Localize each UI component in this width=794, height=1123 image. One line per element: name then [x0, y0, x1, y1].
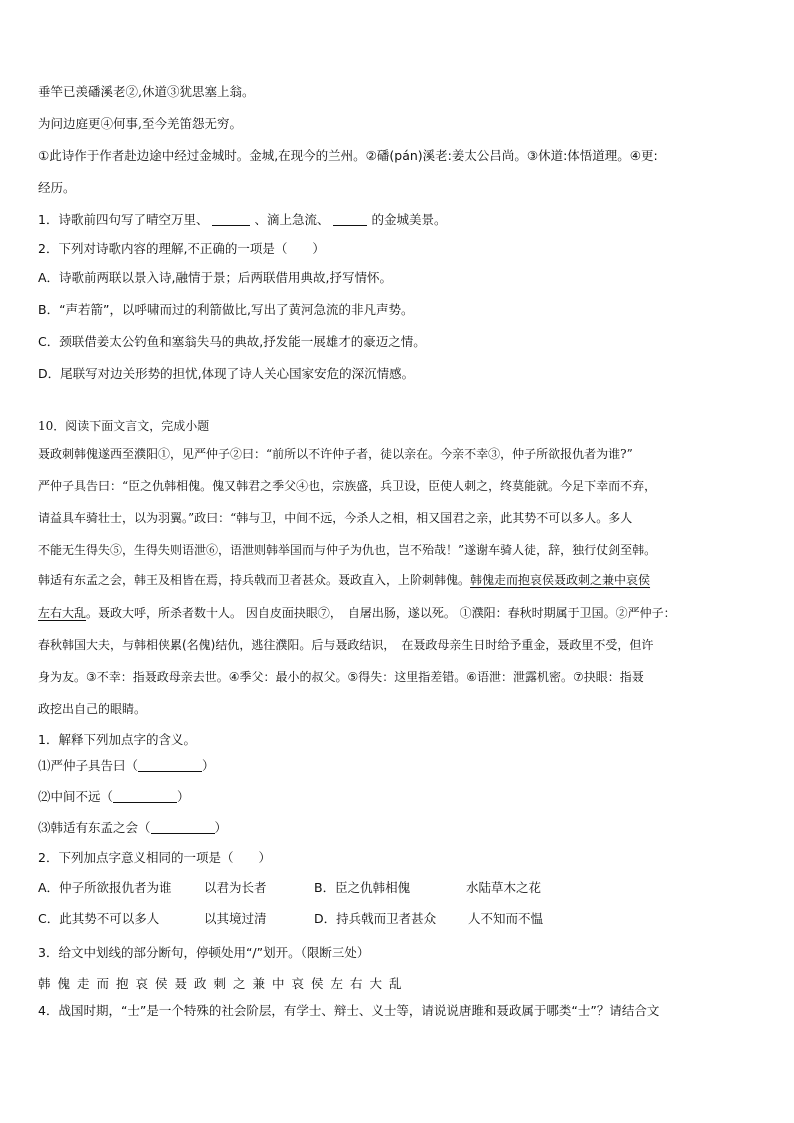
underlined-passage-end: 左右大乱 — [38, 606, 87, 620]
option-b-second: 水陆草木之花 — [466, 880, 542, 895]
q10-sub-3: 3．给文中划线的部分断句，停顿处用“/”划开。（限断三处） — [38, 945, 370, 960]
option-c-second: 以其境过清 — [204, 911, 267, 926]
close-paren: ） — [177, 789, 190, 804]
q9-option-d: D．尾联写对边关形势的担忧,体现了诗人关心国家安危的深沉情感。 — [38, 366, 415, 381]
item-1-label: ⑴严仲子具告曰（ — [38, 758, 139, 773]
q9-item-2: 2．下列对诗歌内容的理解,不正确的一项是（ ） — [38, 241, 325, 256]
answer-blank[interactable] — [113, 790, 177, 803]
q10-sub-1-item-3 — [38, 820, 766, 836]
passage-line-3: 请益具车骑壮士，以为羽翼。”政曰：“韩与卫，中间不远，今杀人之相，相又国君之亲，此其势不可以多人。多人 — [38, 511, 633, 525]
poem-note-1: ①此诗作于作者赴边途中经过金城时。金城,在现今的兰州。②磻(pán)溪老:姜太公吕尚。③休道:体悟道理。④更: — [38, 148, 658, 163]
passage-line-6 — [38, 605, 766, 621]
answer-blank[interactable] — [333, 213, 367, 226]
passage-line-1: 聂政刺韩傀遂西至濮阳①，见严仲子②曰：“前所以不许仲子者，徒以亲在。今亲不幸③，仲子所欲报仇者为谁?” — [38, 447, 633, 461]
q10-sub-4: 4．战国时期，“士”是一个特殊的社会阶层，有学士、辩士、义士等，请说说唐雎和聂政属于哪类“士”？请结合文 — [38, 1003, 660, 1018]
passage-line-5-text: 韩适有东孟之会，韩王及相皆在焉，持兵戟而卫者甚众。聂政直入，上阶刺韩傀。 — [38, 573, 471, 587]
q10-note-2: 身为友。③不幸：指聂政母亲去世。④季父：最小的叔父。⑤得失：这里指差错。⑥语泄：泄露机密。⑦抉眼：指聂 — [38, 670, 644, 684]
q10-note-1: 春秋韩国大夫，与韩相侠累(名傀)结仇，逃往濮阳。后与聂政结识， 在聂政母亲生日时给予重金，聂政里不受，但许 — [38, 638, 654, 652]
option-a-second: 以君为长者 — [204, 880, 267, 895]
q9-item-1-text-b: 、滴上急流、 — [254, 212, 330, 227]
q10-sub-3-text: 韩傀走而抱哀侯聂政刺之兼中哀侯左右大乱 — [38, 976, 409, 991]
q9-item-1-text-c: 的金城美景。 — [371, 212, 447, 227]
q10-sub-1: 1．解释下列加点字的含义。 — [38, 732, 196, 747]
passage-line-2: 严仲子具告曰：“臣之仇韩相傀。傀又韩君之季父④也，宗族盛，兵卫设，臣使人刺之，终莫能就。今足下幸而不弃， — [38, 479, 657, 493]
poem-line-2: 为问边庭更④何事,至今羌笛怨无穷。 — [38, 116, 242, 131]
q10-heading: 10．阅读下面文言文，完成小题 — [38, 419, 210, 433]
q9-item-1 — [38, 212, 766, 228]
underlined-passage: 韩傀走而抱哀侯聂政刺之兼中哀侯 — [470, 573, 651, 587]
item-3-label: ⑶韩适有东孟之会（ — [38, 820, 151, 835]
q9-option-a: A．诗歌前两联以景入诗,融情于景；后两联借用典故,抒写情怀。 — [38, 270, 392, 285]
answer-blank[interactable] — [138, 759, 202, 772]
option-a-first: A．仲子所欲报仇者为谁 — [38, 880, 172, 895]
passage-line-5 — [38, 572, 766, 588]
item-2-label: ⑵中间不远（ — [38, 789, 114, 804]
option-d-first: D．持兵戟而卫者甚众 — [314, 911, 437, 926]
close-paren: ） — [202, 758, 215, 773]
answer-blank[interactable] — [212, 213, 250, 226]
q10-sub-2: 2．下列加点字意义相同的一项是（ ） — [38, 850, 271, 865]
q9-option-c: C．颈联借姜太公钓鱼和塞翁失马的典故,抒发能一展雄才的豪迈之情。 — [38, 334, 426, 349]
q10-sub-1-item-1 — [38, 758, 766, 774]
q10-sub-1-item-2 — [38, 789, 766, 805]
close-paren: ） — [214, 820, 228, 835]
option-d-second: 人不知而不愠 — [468, 911, 544, 926]
q9-item-1-text-a: 1．诗歌前四句写了晴空万里、 — [38, 212, 209, 227]
passage-line-6-text: 。聂政大呼，所杀者数十人。 因自皮面抉眼⑦， 自屠出肠，遂以死。 ①濮阳：春秋时期属于卫国。②严仲子： — [86, 606, 676, 620]
option-c-first: C．此其势不可以多人 — [38, 911, 160, 926]
q9-option-b: B．“声若箭”，以呼啸而过的利箭做比,写出了黄河急流的非凡声势。 — [38, 302, 414, 317]
option-b-first: B．臣之仇韩相傀 — [314, 880, 411, 895]
answer-blank[interactable] — [151, 821, 215, 834]
q10-note-3: 政挖出自己的眼睛。 — [38, 702, 147, 716]
passage-line-4: 不能无生得失⑤，生得失则语泄⑥，语泄则韩举国而与仲子为仇也，岂不殆哉！”遂谢车骑人徒，辞，独行仗剑至韩。 — [38, 543, 657, 557]
poem-note-2: 经历。 — [38, 180, 76, 195]
poem-line-1: 垂竿已羡磻溪老②,休道③犹思塞上翁。 — [38, 84, 255, 99]
